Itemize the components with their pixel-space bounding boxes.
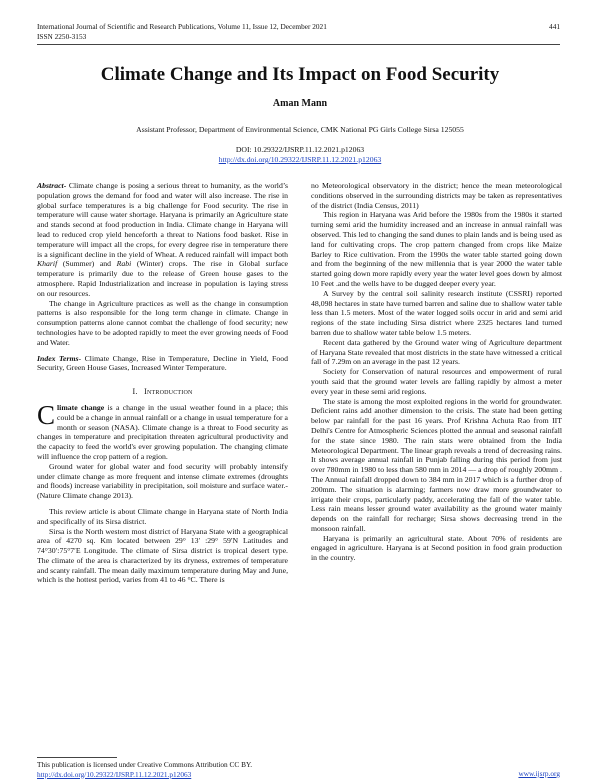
left-column	[37, 181, 288, 585]
body-paragraph-4: Recent data gathered by the Ground water wing of Agriculture department of Haryana State revealed that most districts in the state have witnessed a critical fall of 7.29m on an average in the past 12 years.	[311, 337, 562, 367]
author-affiliation: Assistant Professor, Department of Environmental Science, CMK National PG Girls College Sirsa 125055	[136, 125, 464, 134]
index-terms: Index Terms- Climate Change, Rise in Temperature, Decline in Yield, Food Security, Green House Gases, Increased Winter Temperature.	[37, 353, 288, 373]
license-text: This publication is licensed under Creative Commons Attribution CC BY.	[37, 760, 253, 769]
intro-paragraph-2: Ground water for global water and food security will probably intensify under climate change as more frequent and intense climate extremes (droughts and floods) increase variability in precipitation, soil moisture and surface water.- (Nature Climate change 2013).	[37, 461, 288, 501]
page-number: 441	[549, 22, 560, 31]
intro-paragraph-4: Sirsa is the North western most district of Haryana State with a geographical area of 4270 sq. Km located between 29° 13′ :29° 59′N Latitudes and 74°30′:75°7′E Longitude. The climate of Sirsa district is tropical desert type. The climate of the area is characterized by its dryness, extremes of temperature and scanty rainfall. The mean daily maximum temperature during May and June, which is the hottest period, varies from 41 to 46 °C. There is	[37, 526, 289, 585]
doi-block	[0, 145, 600, 165]
intro-paragraph-3: This review article is about Climate change in Haryana state of North India and specifically of its Sirsa district.	[37, 506, 288, 526]
right-column	[311, 181, 562, 563]
abstract-label: Abstract-	[37, 181, 67, 190]
header-rule	[37, 44, 560, 45]
section-heading-introduction: I. Introduction	[132, 387, 193, 397]
intro-paragraph-1: Climate change is a change in the usual weather found in a place; this could be a change in annual rainfall or a change in usual temperature for a month or season (NASA). Climate change is a threat to Food security as changes in temperature and precipitation threaten agricultural productivity and the capacity to feed the world's ever growing population. The changing climate will influence the crop pattern of a region.	[37, 399, 288, 461]
journal-name: International Journal of Scientific and Research Publications, Volume 11, Issue 12, December 2021	[37, 22, 327, 31]
doi-link[interactable]: http://dx.doi.org/10.29322/IJSRP.11.12.2021.p12063	[218, 155, 382, 164]
body-paragraph-1: no Meteorological observatory in the district; hence the mean meteorological conditions observed in the surrounding districts may be taken as representatives of the district (India Census, 2011)	[311, 181, 562, 210]
journal-header	[37, 22, 327, 41]
body-paragraph-3: A Survey by the central soil salinity research institute (CSSRI) reported 48,098 hectares in state have turned barren and saline due to shallow water table less than 1.5 meters. Most of the water logged soils occur in arid and semi arid regions of the state including Sirsa district where 2325 hectares land turned barren due to shallow water table below 1.5 meters.	[311, 288, 562, 337]
index-terms-label: Index Terms	[37, 353, 79, 363]
footer-rule	[37, 757, 117, 758]
footer-doi-link[interactable]: http://dx.doi.org/10.29322/IJSRP.11.12.2021.p12063	[37, 769, 192, 779]
abstract-paragraph-2: The change in Agriculture practices as well as the change in consumption patterns is also responsible for the long term change in climate. Change in consumption patterns alone cannot combat the challenge of food security; new technologies have to be adopted rapidly to meet the ever growing needs of Food and Water.	[37, 298, 288, 347]
journal-website-link[interactable]: www.ijsrp.org	[518, 769, 560, 778]
body-paragraph-6: The state is among the most exploited regions in the world for groundwater. Deficient rains add another dimension to the crisis. The state had been getting below par rainfall for the past 16 years. Prof Krishna Achuta Rao from IIT Delhi's Centre for Atmospheric Sciences plotted the annual and seasonal rainfall for the state since 1980. The rain stats were obtained from the India Meteorological Department. The linear graph reveals a trend of decreasing rains. It shows average annual rainfall in Punjab falling during this period from just over 780mm in 1980 to less than 580 mm in 2014 — a drop of roughly 200mm . The Annual rainfall dropped down to 384 mm in 2017 which is a further drop of 200mm. The situation is alarming; farmers now draw more groundwater to irrigate their crops, particularly paddy, accelerating the fall of the water table. Less rain means lesser ground water availability as the ground water mainly depends on the rainfall for recharge; Sirsa shows decreasing trend in the monsoon rainfall.	[311, 396, 562, 533]
paper-title: Climate Change and Its Impact on Food Security	[100, 64, 500, 85]
body-paragraph-5: Society for Conservation of natural resources and empowerment of rural youth said that the ground water levels are falling rapidly by almost a meter every year in these semi arid regions.	[311, 367, 562, 396]
doi-text: DOI: 10.29322/IJSRP.11.12.2021.p12063	[235, 145, 365, 154]
abstract-paragraph: Abstract- Climate change is posing a serious threat to humanity, as the world’s population grows the demand for food and water will also increase. The rise in global surface temperatures is a big challenge for Food security. The rise in temperature will cause water shortage. Haryana is primarily an Agriculture state and stands second at food production in India. Climate change in Haryana will lead to reduced crop yield henceforth a threat to Nations food basket. Rise in temperature will impact all the crops, for every degree rise in temperature there is a significant decline in the yield of Wheat. A reduced rainfall will impact both Kharif (Summer) and Rabi (Winter) crops. The rise in Global surface temperature is primarily due to the release of Green house gases to the atmosphere. Rapid Industrialization and increase in population is laying stress on our resources.	[37, 181, 288, 298]
author-name: Aman Mann	[272, 98, 328, 109]
body-paragraph-2: This region in Haryana was Arid before the 1980s from the 1980s it started turning semi arid the humidity increased and an increase in annual rainfall was observed. This led to changing the sand dunes to plain lands and is being used as land for cultivating crops. The crop pattern changed from crops like Maize Barley to Rice cultivation. From the 1990s the water table started going down and from the beginning of the new millennia that is year 2000 the water table started going down more rapidly every year the water level goes down by almost 10 Feet .and the wells have to be dugged deeper every year.	[311, 210, 562, 288]
drop-cap: C	[37, 399, 56, 430]
issn: ISSN 2250-3153	[37, 31, 87, 41]
body-paragraph-7: Haryana is primarily an agricultural state. About 70% of residents are engaged in agriculture. Haryana is at Second position in food grain production in the country.	[311, 533, 562, 563]
footer	[37, 760, 252, 779]
